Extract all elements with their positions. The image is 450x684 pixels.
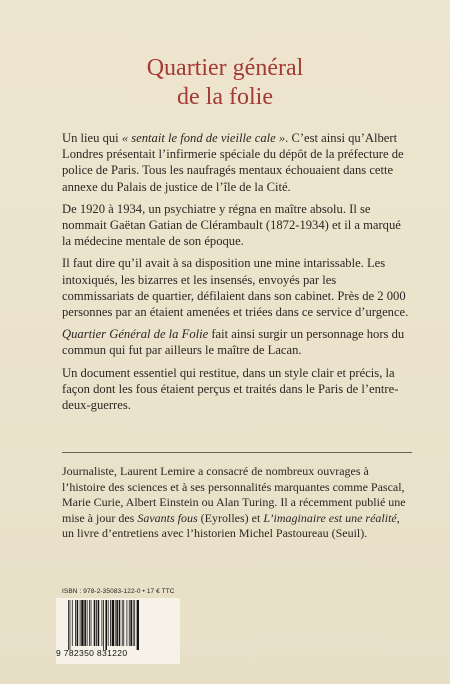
bio-part-3: , un livre d’entretiens avec l’historien Michel Pastoureau (Seuil). <box>62 510 400 541</box>
blurb <box>62 130 410 419</box>
bio-title-savants-fous: Savants fous <box>137 510 198 525</box>
blurb-paragraph-3: Il faut dire qu’il avait à sa disposition une mine intarissable. Les intoxiqués, les bizarres et les insensés, envoyés par les commissariats de quartier, défilaient dans son cabinet. Près de 2 000 personnes par an étaient amenées et triées dans ce service d’urgence. <box>62 256 409 320</box>
isbn-price: ISBN : 978-2-35083-122-0 • 17 € TTC <box>62 588 175 595</box>
blurb-paragraph-1 <box>62 130 410 195</box>
blurb-paragraph-2: De 1920 à 1934, un psychiatre y régna en maître absolu. Il se nommait Gaëtan Gatian de Clérambault (1872-1934) et il a marqué la médecine mentale de son époque. <box>62 201 401 249</box>
p4-book-title: Quartier Général de la Folie <box>62 327 209 342</box>
barcode <box>56 598 180 664</box>
barcode-number: 9 782350 831220 <box>56 648 128 658</box>
p1-lead: Un lieu qui <box>62 131 122 145</box>
title-line-1: Quartier général <box>146 55 304 81</box>
bio-part-2: (Eyrolles) et <box>197 510 264 525</box>
bio-part-1: Journaliste, Laurent Lemire a consacré de nombreux ouvrages à l’histoire des sciences et à ses personnalités marquantes comme Pascal, Marie Curie, Albert Einstein ou Alan Turing. Il a récemment publié une mise à jour des <box>62 464 406 525</box>
p1-quote: « sentait le fond de vieille cale » <box>121 131 286 145</box>
book-title <box>0 54 450 112</box>
barcode-bars <box>62 600 174 650</box>
blurb-paragraph-4 <box>62 326 410 358</box>
p1-rest: . C’est ainsi qu’Albert Londres présentait l’infirmerie spéciale du dépôt de la préfecture de police de Paris. Tous les naufragés mentaux échouaient dans cette annexe du Palais de justice de l’île de la Cité. <box>62 131 404 194</box>
divider-rule <box>62 452 412 453</box>
author-bio <box>62 464 414 542</box>
blurb-paragraph-5: Un document essentiel qui restitue, dans un style clair et précis, la façon dont les fous étaient perçus et traités dans le Paris de l’entre-deux-guerres. <box>62 365 399 413</box>
bio-title-imaginaire: L’imaginaire est une réalité <box>263 510 397 525</box>
p4-rest: fait ainsi surgir un personnage hors du commun qui fut par ailleurs le maître de Lacan. <box>62 327 405 358</box>
title-line-2: de la folie <box>177 84 273 110</box>
